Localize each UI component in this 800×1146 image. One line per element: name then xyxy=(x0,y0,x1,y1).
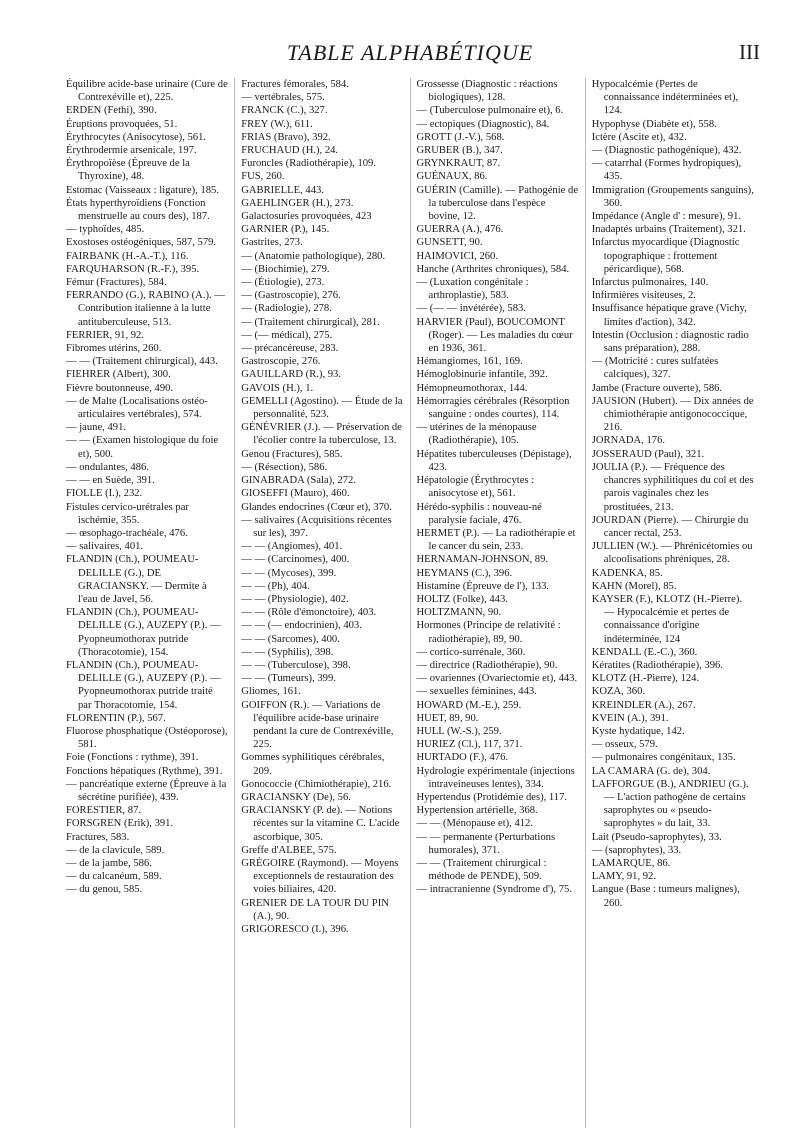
index-entry: — de la clavicule, 589. xyxy=(66,844,165,856)
index-entry: FREY (W.), 611. xyxy=(241,118,313,130)
index-entry: Gommes syphilitiques cérébrales, 209. xyxy=(241,752,385,777)
index-entry: Insuffisance hépatique grave (Vichy, limites d'action), 342. xyxy=(591,303,747,328)
index-entry: Fibromes utérins, 260. xyxy=(66,343,162,355)
index-entry: — — (— endocrinien), 403. xyxy=(241,620,362,632)
index-entry: FLANDIN (Ch.), POUMEAU-DELILLE (G.), AUZEPY (P.). — Pyopneumothorax putride traité par Thoracotomie, 154. xyxy=(66,659,221,711)
index-entry: GOIFFON (R.). — Variations de l'équilibre acide-base urinaire pendant la cure de Contrexéville, 225. xyxy=(241,699,394,751)
index-entry: — — (Traitement chirurgical), 443. xyxy=(66,356,218,368)
index-entry: GROTT (J.-V.), 568. xyxy=(416,131,505,143)
index-entry: Hérédo-syphilis : nouveau-né paralysie faciale, 476. xyxy=(416,501,542,526)
index-entry: — (Traitement chirurgical), 281. xyxy=(241,316,380,328)
index-entry: — — (Carcinomes), 400. xyxy=(241,554,350,566)
index-entry: — (Résection), 586. xyxy=(241,461,328,473)
index-entry: Éruptions provoquées, 51. xyxy=(66,118,178,130)
index-entry: Ictère (Ascite et), 432. xyxy=(591,131,687,143)
index-entry: GUÉNAUX, 86. xyxy=(416,171,488,183)
index-entry: — du genou, 585. xyxy=(66,884,143,896)
index-entry: — — (Examen histologique du foie et), 500. xyxy=(66,435,219,460)
index-entry: FRANCK (C.), 327. xyxy=(241,105,328,117)
index-entry: — (Diagnostic pathogénique), 432. xyxy=(591,145,742,157)
index-entry: — — (Traitement chirurgical : méthode de PENDE), 509. xyxy=(416,857,547,883)
index-entry: — de la jambe, 586. xyxy=(66,857,152,869)
index-entry: Estomac (Vaisseaux : ligature), 185. xyxy=(66,184,219,196)
index-entry: Hémoglobinurie infantile, 392. xyxy=(416,369,548,381)
index-entry: États hyperthyroïdiens (Fonction menstruelle au cours des), 187. xyxy=(66,197,210,223)
index-entry: GRIGORESCO (I.), 396. xyxy=(241,924,349,935)
index-entry: — (Anatomie pathologique), 280. xyxy=(241,250,386,262)
index-entry: Fistules cervico-urétrales par ischémie, 355. xyxy=(66,501,189,526)
index-entry: — ovariennes (Ovariectomie et), 443. xyxy=(416,673,578,685)
index-entry: GINABRADA (Sala), 272. xyxy=(241,475,357,487)
index-entry: — œsophago-trachéale, 476. xyxy=(66,527,188,539)
index-entry: — (Étiologie), 273. xyxy=(241,277,325,289)
index-entry: LAMY, 91, 92. xyxy=(591,871,657,883)
index-entry: HULL (W.-S.), 259. xyxy=(416,725,502,737)
index-entry: — (Motricité : cures sulfatées calciques), 327. xyxy=(591,356,719,381)
index-entry: Immigration (Groupements sanguins), 360. xyxy=(591,184,754,209)
index-entry: — — permanente (Perturbations humorales), 371. xyxy=(416,831,556,856)
index-entry: LAMARQUE, 86. xyxy=(591,857,671,869)
index-entry: HURTADO (F.), 476. xyxy=(416,752,509,764)
index-entry: Hémopneumothorax, 144. xyxy=(416,382,528,394)
index-entry: — (Tuberculose pulmonaire et), 6. xyxy=(416,105,564,117)
index-entry: Galactosuries provoquées, 423 xyxy=(241,211,372,223)
index-entry: — — (Syphilis), 398. xyxy=(241,646,334,658)
index-entry: — jaune, 491. xyxy=(66,422,127,434)
index-entry: Infarctus pulmonaires, 140. xyxy=(591,277,709,289)
index-entry: Hémorragies cérébrales (Résorption sanguine : ondes courtes), 114. xyxy=(416,395,570,421)
index-entry: Hypertendus (Protidémie des), 117. xyxy=(416,791,568,803)
index-entry: — (Radiologie), 278. xyxy=(241,303,332,315)
index-entry: FIEHRER (Albert), 300. xyxy=(66,369,171,381)
index-entry: — sexuelles féminines, 443. xyxy=(416,686,537,698)
index-entry: KVEIN (A.), 391. xyxy=(591,712,669,724)
index-entry: FERRANDO (G.), RABINO (A.). — Contribution italienne à la lutte antituberculeuse, 513. xyxy=(66,290,225,328)
index-entry: — — (Mycoses), 399. xyxy=(241,567,337,579)
index-entry: GARNIER (P.), 145. xyxy=(241,224,330,236)
index-entry: — pancréatique externe (Épreuve à la sécrétine purifiée), 439. xyxy=(66,778,227,803)
index-entry: GABRIELLE, 443. xyxy=(241,184,324,196)
index-entry: JULLIEN (W.). — Phrénicétomies ou alcoolisations phréniques, 28. xyxy=(591,541,753,566)
index-entry: GRACIANSKY (P. de). — Notions récentes sur la vitamine C. L'acide ascorbique, 305. xyxy=(241,805,400,843)
index-entry: Kyste hydatique, 142. xyxy=(591,725,685,737)
index-entry: HAIMOVICI, 260. xyxy=(416,250,499,262)
index-entry: JORNADA, 176. xyxy=(591,435,666,447)
index-entry: — (saprophytes), 33. xyxy=(591,844,682,856)
index-entry: FLORENTIN (P.), 567. xyxy=(66,712,166,724)
index-entry: GÉNÉVRIER (J.). — Préservation de l'écolier contre la tuberculose, 13. xyxy=(241,422,402,447)
index-entry: FAIRBANK (H.-A.-T.), 116. xyxy=(66,250,189,262)
index-entry: GRENIER DE LA TOUR DU PIN (A.), 90. xyxy=(241,897,389,922)
index-entry: — — (Tuberculose), 398. xyxy=(241,659,351,671)
index-entry: Lait (Pseudo-saprophytes), 33. xyxy=(591,831,722,843)
index-entry: — catarrhal (Formes hydropiques), 435. xyxy=(591,158,742,183)
index-entry: GEMELLI (Agostino). — Étude de la personnalité, 523. xyxy=(241,395,403,421)
index-entry: HUET, 89, 90. xyxy=(416,712,479,724)
index-entry: — ectopiques (Diagnostic), 84. xyxy=(416,118,550,130)
index-entry: — ondulantes, 486. xyxy=(66,461,149,473)
index-column xyxy=(60,78,234,1128)
index-entry: — — (Rôle d'émonctoire), 403. xyxy=(241,607,377,619)
index-entry: Hémangiomes, 161, 169. xyxy=(416,356,523,368)
index-entry: — (Gastroscopie), 276. xyxy=(241,290,341,302)
index-entry: GAEHLINGER (H.), 273. xyxy=(241,197,354,209)
index-columns xyxy=(60,78,760,1128)
index-entry: Langue (Base : tumeurs malignes), 260. xyxy=(591,884,740,909)
index-entry: — (— — invétérée), 583. xyxy=(416,303,526,315)
index-entry: Furoncles (Radiothérapie), 109. xyxy=(241,158,376,170)
index-entry: Hépatites tuberculeuses (Dépistage), 423. xyxy=(416,448,572,473)
index-entry: — (Biochimie), 279. xyxy=(241,263,330,275)
index-entry: Fluorose phosphatique (Ostéoporose), 581. xyxy=(66,725,228,751)
index-entry: Exostoses ostéogéniques, 587, 579. xyxy=(66,237,217,249)
index-entry: JOURDAN (Pierre). — Chirurgie du cancer rectal, 253. xyxy=(591,514,749,539)
index-entry: Gonococcie (Chimiothérapie), 216. xyxy=(241,778,392,790)
index-entry: Hypertension artérielle, 368. xyxy=(416,805,538,817)
index-entry: Fièvre boutonneuse, 490. xyxy=(66,382,174,394)
index-entry: GRUBER (B.), 347. xyxy=(416,145,503,157)
index-entry: Fractures fémorales, 584. xyxy=(241,79,349,90)
index-column xyxy=(410,78,585,1128)
index-entry: KAYSER (F.), KLOTZ (H.-Pierre). — Hypocalcémie et pertes de connaissance d'origine indéterminée, 124 xyxy=(591,593,743,645)
index-entry: Érythrocytes (Anisocytose), 561. xyxy=(66,131,207,143)
index-entry: — intracranienne (Syndrome d'), 75. xyxy=(416,884,572,896)
index-entry: GRYNKRAUT, 87. xyxy=(416,158,501,170)
index-entry: — — (Sarcomes), 400. xyxy=(241,633,340,645)
index-entry: Fractures, 583. xyxy=(66,831,130,843)
index-entry: HOLTZ (Folke), 443. xyxy=(416,593,508,605)
index-entry: JOULIA (P.). — Fréquence des chancres syphilitiques du col et des parois vaginales chez les prostituées, 213. xyxy=(591,461,754,513)
index-entry: Fémur (Fractures), 584. xyxy=(66,277,167,289)
index-entry: Infarctus myocardique (Diagnostic topographique : frottement péricardique), 568. xyxy=(591,237,740,275)
index-entry: Genou (Fractures), 585. xyxy=(241,448,343,460)
index-entry: — directrice (Radiothérapie), 90. xyxy=(416,659,558,671)
index-entry: FRIAS (Bravo), 392. xyxy=(241,131,331,143)
index-entry: Hydrologie expérimentale (injections intraveineuses lentes), 334. xyxy=(416,765,575,790)
index-entry: FARQUHARSON (R.-F.), 395. xyxy=(66,263,200,275)
index-entry: Hépatologie (Érythrocytes : anisocytose et), 561. xyxy=(416,475,535,500)
index-entry: Impédance (Angle d' : mesure), 91. xyxy=(591,211,742,223)
index-entry: ERDEN (Fethi), 390. xyxy=(66,105,157,117)
index-entry: GAUILLARD (R.), 93. xyxy=(241,369,341,381)
index-entry: — typhoïdes, 485. xyxy=(66,224,145,236)
index-column xyxy=(234,78,409,1128)
index-entry: HERMET (P.). — La radiothérapie et le cancer du sein, 233. xyxy=(416,527,576,553)
index-entry: Érythrodermie arsenicale, 197. xyxy=(66,145,197,157)
index-entry: — — (Ménopause et), 412. xyxy=(416,818,534,830)
index-entry: — osseux, 579. xyxy=(591,739,658,751)
index-entry: FUS, 260. xyxy=(241,171,285,183)
index-entry: Infirmières visiteuses, 2. xyxy=(591,290,696,302)
index-entry: GUÉRIN (Camille). — Pathogénie de la tuberculose dans l'espèce bovine, 12. xyxy=(416,184,579,223)
index-entry: FORSGREN (Erik), 391. xyxy=(66,818,174,830)
index-entry: Inadaptés urbains (Traitement), 321. xyxy=(591,224,746,236)
index-entry: Glandes endocrines (Cœur et), 370. xyxy=(241,501,392,513)
index-entry: — — (Tumeurs), 399. xyxy=(241,673,336,685)
index-entry: Gastrites, 273. xyxy=(241,237,303,249)
index-entry: GUNSETT, 90. xyxy=(416,237,483,249)
index-entry: — — (Ph), 404. xyxy=(241,580,310,592)
index-entry: Hypophyse (Diabète et), 558. xyxy=(591,118,717,130)
index-entry: Hormones (Principe de relativité : radiothérapie), 89, 90. xyxy=(416,620,561,645)
index-entry: GRÉGOIRE (Raymond). — Moyens exceptionnels de restauration des voies biliaires, 420. xyxy=(241,857,399,896)
index-entry: HURIEZ (Cl.), 117, 371. xyxy=(416,739,523,751)
index-entry: — précancéreuse, 283. xyxy=(241,343,339,355)
index-entry: KREINDLER (A.), 267. xyxy=(591,699,696,711)
index-entry: LAFFORGUE (B.), ANDRIEU (G.). — L'action pathogène de certains saprophytes ou « pseudo-saprophytes » du lait, 33. xyxy=(591,778,749,830)
index-entry: LA CAMARA (G. de), 304. xyxy=(591,765,711,777)
index-entry: HARVIER (Paul), BOUCOMONT (Roger). — Les maladies du cœur en 1936, 361. xyxy=(416,316,573,355)
index-entry: Gastroscopie, 276. xyxy=(241,356,321,368)
index-entry: FLANDIN (Ch.), POUMEAU-DELILLE (G.), AUZEPY (P.). — Pyopneumothorax putride (Thoracotomie), 154. xyxy=(66,607,221,658)
index-entry: HEYMANS (C.), 396. xyxy=(416,567,513,579)
index-entry: — cortico-surrénale, 360. xyxy=(416,646,526,658)
index-entry: GUERRA (A.), 476. xyxy=(416,224,504,236)
index-entry: FLANDIN (Ch.), POUMEAU-DELILLE (G.), DE GRACIANSKY. — Dermite à l'eau de Javel, 56. xyxy=(66,554,207,605)
index-entry: GRACIANSKY (De), 56. xyxy=(241,791,351,803)
index-entry: — pulmonaires congénitaux, 135. xyxy=(591,752,736,764)
index-entry: Équilibre acide-base urinaire (Cure de Contrexéville et), 225. xyxy=(66,79,228,104)
index-entry: JAUSION (Hubert). — Dix années de chimiothérapie antigonococcique, 216. xyxy=(591,395,754,434)
index-entry: FORESTIER, 87. xyxy=(66,805,142,817)
index-entry: — (Luxation congénitale : arthroplastie), 583. xyxy=(416,277,529,302)
index-entry: — de Malte (Localisations ostéo-articulaires vertébrales), 574. xyxy=(66,395,208,421)
index-entry: Jambe (Fracture ouverte), 586. xyxy=(591,382,723,394)
page-header xyxy=(60,40,760,70)
index-entry: — vertébrales, 575. xyxy=(241,92,325,104)
index-entry: FIOLLE (I.), 232. xyxy=(66,488,143,500)
index-entry: — — (Angiomes), 401. xyxy=(241,541,343,553)
index-entry: Foie (Fonctions : rythme), 391. xyxy=(66,752,199,764)
index-entry: GIOSEFFI (Mauro), 460. xyxy=(241,488,350,500)
index-entry: Greffe d'ALBEE, 575. xyxy=(241,844,337,856)
index-entry: HERNAMAN-JOHNSON, 89. xyxy=(416,554,549,566)
index-entry: Hypocalcémie (Pertes de connaissance indéterminées et), 124. xyxy=(591,79,739,117)
page-number: III xyxy=(739,40,760,64)
index-entry: — (— médical), 275. xyxy=(241,329,333,341)
index-entry: HOWARD (M.-E.), 259. xyxy=(416,699,522,711)
index-entry: HOLTZMANN, 90. xyxy=(416,607,502,619)
index-entry: Kératites (Radiothérapie), 396. xyxy=(591,659,723,671)
index-entry: Gliomes, 161. xyxy=(241,686,301,698)
index-entry: — du calcanéum, 589. xyxy=(66,871,162,883)
index-entry: Fonctions hépatiques (Rythme), 391. xyxy=(66,765,223,777)
index-entry: — — en Suède, 391. xyxy=(66,475,155,487)
index-entry: KADENKA, 85. xyxy=(591,567,663,579)
index-entry: Érythropoïèse (Épreuve de la Thyroxine), 48. xyxy=(66,158,190,183)
index-entry: Intestin (Occlusion : diagnostic radio sans préparation), 288. xyxy=(591,329,749,355)
page-title: TABLE ALPHABÉTIQUE xyxy=(286,40,534,65)
index-entry: JOSSERAUD (Paul), 321. xyxy=(591,448,705,460)
index-entry: Grossesse (Diagnostic : réactions biologiques), 128. xyxy=(416,79,558,104)
index-entry: — salivaires (Acquisitions récentes sur les), 397. xyxy=(241,514,392,539)
index-entry: KLOTZ (H.-Pierre), 124. xyxy=(591,673,700,685)
index-column xyxy=(585,78,760,1128)
index-entry: KENDALL (E.-C.), 360. xyxy=(591,646,698,658)
index-entry: FRUCHAUD (H.), 24. xyxy=(241,145,339,157)
index-entry: Hanche (Arthrites chroniques), 584. xyxy=(416,263,570,275)
index-entry: — — (Physiologie), 402. xyxy=(241,593,349,605)
index-entry: GAVOIS (H.), 1. xyxy=(241,382,314,394)
index-entry: — salivaires, 401. xyxy=(66,541,144,553)
index-entry: KAHN (Morel), 85. xyxy=(591,580,677,592)
index-entry: FERRIER, 91, 92. xyxy=(66,329,144,341)
index-entry: — utérines de la ménopause (Radiothérapie), 105. xyxy=(416,422,537,447)
index-entry: KOZA, 360. xyxy=(591,686,646,698)
index-entry: Histamine (Épreuve de l'), 133. xyxy=(416,580,550,592)
